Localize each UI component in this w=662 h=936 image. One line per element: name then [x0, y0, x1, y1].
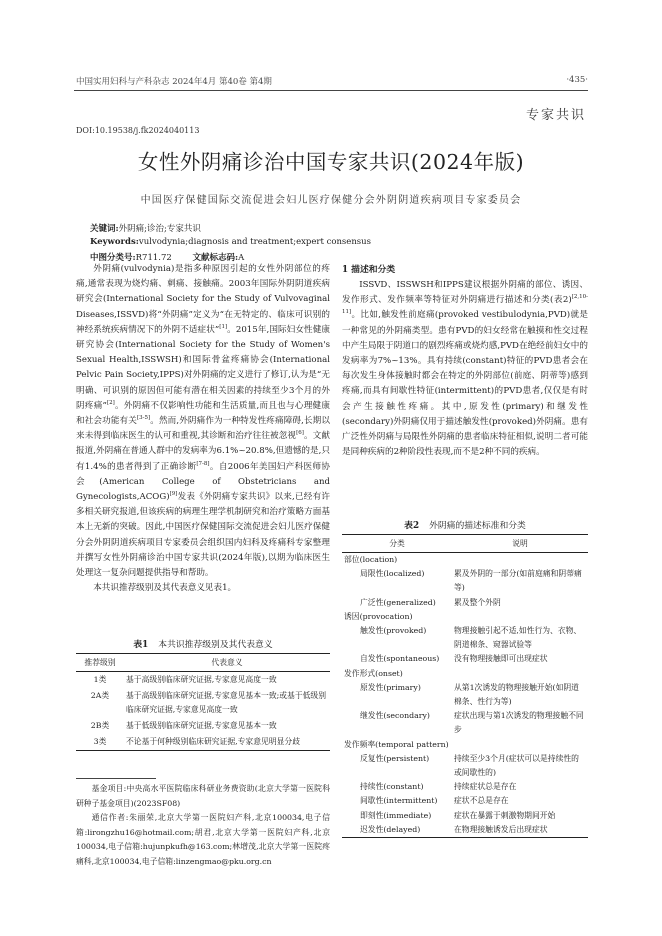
intro-paragraph: 外阴痛(vulvodynia)是指多种原因引起的女性外阴部位的疼痛,通常表现为烧灼痛、刺痛、接触痛。2003年国际外阴阴道疾病研究会(International Society for the Study of Vulvovaginal Diseases,ISSVD)将“外阴痛”定义为“在无特定的、临床可识别的神经系统疾病情况下的外阴不适症状”[1]。2015年,国际妇女性健康研究协会(International Society for the Study of Women's Sexual Health,ISSWSH)和国际骨盆疼痛协会(International Pelvic Pain Society,IPPS)对外阴痛的定义进行了修订,认为是“无明确、可识别的原因但可能有潜在相关因素的持续至少3个月的外阴疼痛”[2]。外阴痛不仅影响性功能和生活质量,而且也与心理健康和社会功能有关[3-5]。然而,外阴痛作为一种特发性疼痛障碍,长期以来未得到临床医生的认可和重视,其诊断和治疗往往被忽视[6]。文献报道,外阴痛在普通人群中的发病率为6.1%~20.8%,但遗憾的是,只有1.4%的患者得到了正确诊断[7-8]。自2006年美国妇产科医师协会(American College of Obstetricians and Gynecologists,ACOG)[9]发表《外阴痛专家共识》以来,已经有许多相关研究报道,但该疾病的病理生理学机制研究和治疗策略方面基本上无新的突破。因此,中国医疗保健国际交流促进会妇儿医疗保健分会外阴阴道疾病项目专家委员会组织国内妇科及疼痛科专家整理并撰写女性外阴痛诊治中国专家共识(2024年版),以期为临床医生处理这一复杂问题提供指导和帮助。: [76, 264, 330, 579]
section-heading: 1 描述和分类: [342, 265, 396, 275]
table-cell: 触发性(provoked): [360, 626, 427, 636]
clc-label: 中图分类号:: [90, 253, 136, 263]
table-row: [342, 709, 588, 737]
page-number: ·435·: [566, 75, 588, 85]
table-cell: 症状出现与第1次诱发的物理接触不同步: [454, 711, 584, 735]
doc-code-label: 文献标志码:: [192, 253, 239, 263]
table-row: [342, 780, 588, 794]
table-cell: 间歇性(intermittent): [360, 796, 438, 806]
table-cell: 部位(location): [344, 555, 398, 564]
table-header-cell: 推荐级别: [76, 654, 124, 672]
keywords-en: [90, 237, 371, 247]
footnote: [76, 782, 330, 870]
table-header-row: [342, 535, 588, 553]
keywords-cn-label: 关键词:: [90, 224, 119, 234]
footnote-rule: [76, 778, 156, 779]
table-cell: 2A类: [90, 691, 110, 700]
table-row: [76, 672, 330, 689]
table-cell: 即刻性(immediate): [360, 810, 432, 820]
table-row: [76, 688, 330, 718]
table-header-cell: 说明: [452, 535, 588, 553]
table-row: [342, 752, 588, 780]
clc-value: R711.72: [135, 253, 172, 263]
table2-number: 表2: [404, 521, 420, 531]
table-cell: 症状在暴露于刺激物期间开始: [454, 810, 556, 820]
table-cell: 反复性(persistent): [360, 753, 430, 763]
citation: [9]: [169, 491, 178, 498]
citation: [7-8]: [196, 460, 210, 467]
table-cell: 累及外阴的一部分(如前庭痛和阴蒂痛等): [454, 569, 582, 593]
table1-caption: [76, 637, 330, 650]
table2-caption: [342, 518, 588, 531]
citation: [2]: [106, 399, 115, 406]
table-row: [342, 809, 588, 823]
table-header-cell: 分类: [342, 535, 452, 553]
table-cell: 3类: [76, 734, 124, 751]
table-cell: 累及整个外阴: [454, 597, 501, 607]
citation: [6]: [296, 430, 304, 437]
table-cell: 诱因(provocation): [344, 611, 413, 621]
keywords-cn: [90, 222, 201, 234]
table-cell: 基于低级别临床研究证据,专家意见基本一致: [126, 721, 277, 730]
table2-body: [342, 553, 588, 838]
table-cell: 广泛性(generalized): [360, 597, 436, 607]
citation: [2,10-11]: [342, 294, 588, 316]
table-row: [342, 794, 588, 808]
table1-title: 本共识推荐级别及其代表意义: [158, 640, 273, 650]
table-cell: 在物理接触诱发后出现症状: [452, 823, 588, 838]
table-cell: 从第1次诱发的物理接触开始(如阴道棉条、性行为等): [454, 682, 579, 707]
table-cell: 发作频率(temporal pattern): [344, 739, 449, 749]
table1-number: 表1: [133, 640, 149, 650]
table-cell: 迟发性(delayed): [342, 823, 452, 838]
table-row: [342, 624, 588, 652]
table-group-row: [342, 610, 588, 624]
keywords-cn-value: 外阴痛;诊治;专家共识: [118, 224, 201, 234]
table-cell: 不论基于何种级别临床研究证据,专家意见明显分歧: [124, 734, 330, 751]
table-cell: [452, 738, 588, 752]
left-column-body: [76, 262, 330, 596]
table-cell: 继发性(secondary): [360, 711, 430, 721]
table-cell: 原发性(primary): [360, 682, 421, 692]
table-cell: 持续症状总是存在: [454, 782, 517, 792]
table-cell: [452, 667, 588, 681]
table-header-cell: 代表意义: [124, 654, 330, 672]
keywords-en-label: Keywords:: [90, 237, 139, 247]
citation: [1]: [219, 323, 228, 330]
table-cell: [452, 553, 588, 568]
table-cell: 发作形式(onset): [344, 668, 403, 678]
table-cell: 自发性(spontaneous): [360, 654, 440, 664]
table-header-row: [76, 654, 330, 672]
doi: DOI:10.19538/j.fk2024040113: [76, 126, 200, 135]
table-cell: 2B类: [90, 721, 110, 730]
table-cell: 症状不总是存在: [454, 796, 509, 806]
table2-title: 外阴痛的描述标准和分类: [429, 521, 526, 531]
table-cell: 1类: [93, 675, 107, 684]
table-group-row: [342, 667, 588, 681]
paper-title: 女性外阴痛诊治中国专家共识(2024年版): [137, 150, 525, 174]
table-row: [76, 734, 330, 751]
table-cell: 局限性(localized): [360, 569, 425, 579]
funding-note: 基金项目:中央高水平医院临床科研业务费资助(北京大学第一医院科研种子基金项目)(2023SF08): [76, 784, 330, 808]
author-organization: 中国医疗保健国际交流促进会妇儿医疗保健分会外阴阴道疾病项目专家委员会: [140, 195, 522, 206]
table-row: [76, 718, 330, 734]
header-rule: [74, 90, 588, 91]
corresponding-author-note: 通信作者:朱丽荣,北京大学第一医院妇产科,北京100034,电子信箱:lirongzhu16@hotmail.com;胡君,北京大学第一医院妇产科,北京100034,电子信箱:hujunpkufh@163.com;林增茂,北京大学第一医院疼痛科,北京100034,电子信箱:linzengmao@pku.org.cn: [76, 813, 330, 866]
citation: [3-5]: [136, 415, 151, 422]
journal-header: 中国实用妇科与产科杂志 2024年4月 第40卷 第4期: [76, 77, 272, 87]
table-row: [342, 681, 588, 709]
table1: [76, 653, 330, 751]
table-cell: 持续性(constant): [360, 782, 424, 792]
description-paragraph: ISSVD、ISSWSH和IPPS建议根据外阴痛的部位、诱因、发作形式、发作频率等特征对外阴痛进行描述和分类(表2)[2,10-11]。比如,触发性前庭痛(provoked vestibulodynia,PVD)就是一种常见的外阴痛类型。患有PVD的妇女经常在触摸和性交过程中产生局限于阴道口的剧烈疼痛或烧灼感,PVD在绝经前妇女中的发病率为7%~13%。具有持续(constant)特征的PVD患者会在每次发生身体接触时都会在特定的外阴部位(前庭、阴蒂等)感到疼痛,而具有间歇性特征(intermittent)的PVD患者,仅仅是有时会产生接触性疼痛。其中,原发性(primary)和继发性(secondary)外阴痛仅用于描述触发性(provoked)外阴痛。患有广泛性外阴痛与局限性外阴痛的患者临床特征相似,说明二者可能是同种疾病的2种阶段性表现,而不是2种不同的疾病。: [342, 280, 588, 458]
table-cell: 基于高级别临床研究证据,专家意见高度一致: [126, 675, 277, 684]
table-cell: 物理接触引起不适,如性行为、衣物、阴道棉条、窥器试验等: [454, 626, 582, 650]
keywords-en-value: vulvodynia;diagnosis and treatment;expert consensus: [138, 237, 371, 247]
table-group-row: [342, 553, 588, 568]
table-cell: [452, 610, 588, 624]
table-cell: 持续至少3个月(症状可以是持续性的或间歇性的): [454, 753, 579, 778]
table-cell: 没有物理接触即可出现症状: [454, 654, 548, 664]
right-column-body: [342, 278, 588, 460]
table-group-row: [342, 738, 588, 752]
table-ref-paragraph: 本共识推荐级别及其代表意义见表1。: [93, 583, 237, 594]
table-row: [342, 823, 588, 838]
table-row: [342, 652, 588, 666]
section-tag: 专家共识: [525, 108, 586, 123]
table-row: [342, 596, 588, 610]
table-cell: 基于高级别临床研究证据,专家意见基本一致;或基于低级别临床研究证据,专家意见高度一致: [126, 691, 327, 714]
doc-code-value: A: [238, 253, 245, 263]
table-row: [342, 567, 588, 595]
table2: [342, 534, 588, 838]
